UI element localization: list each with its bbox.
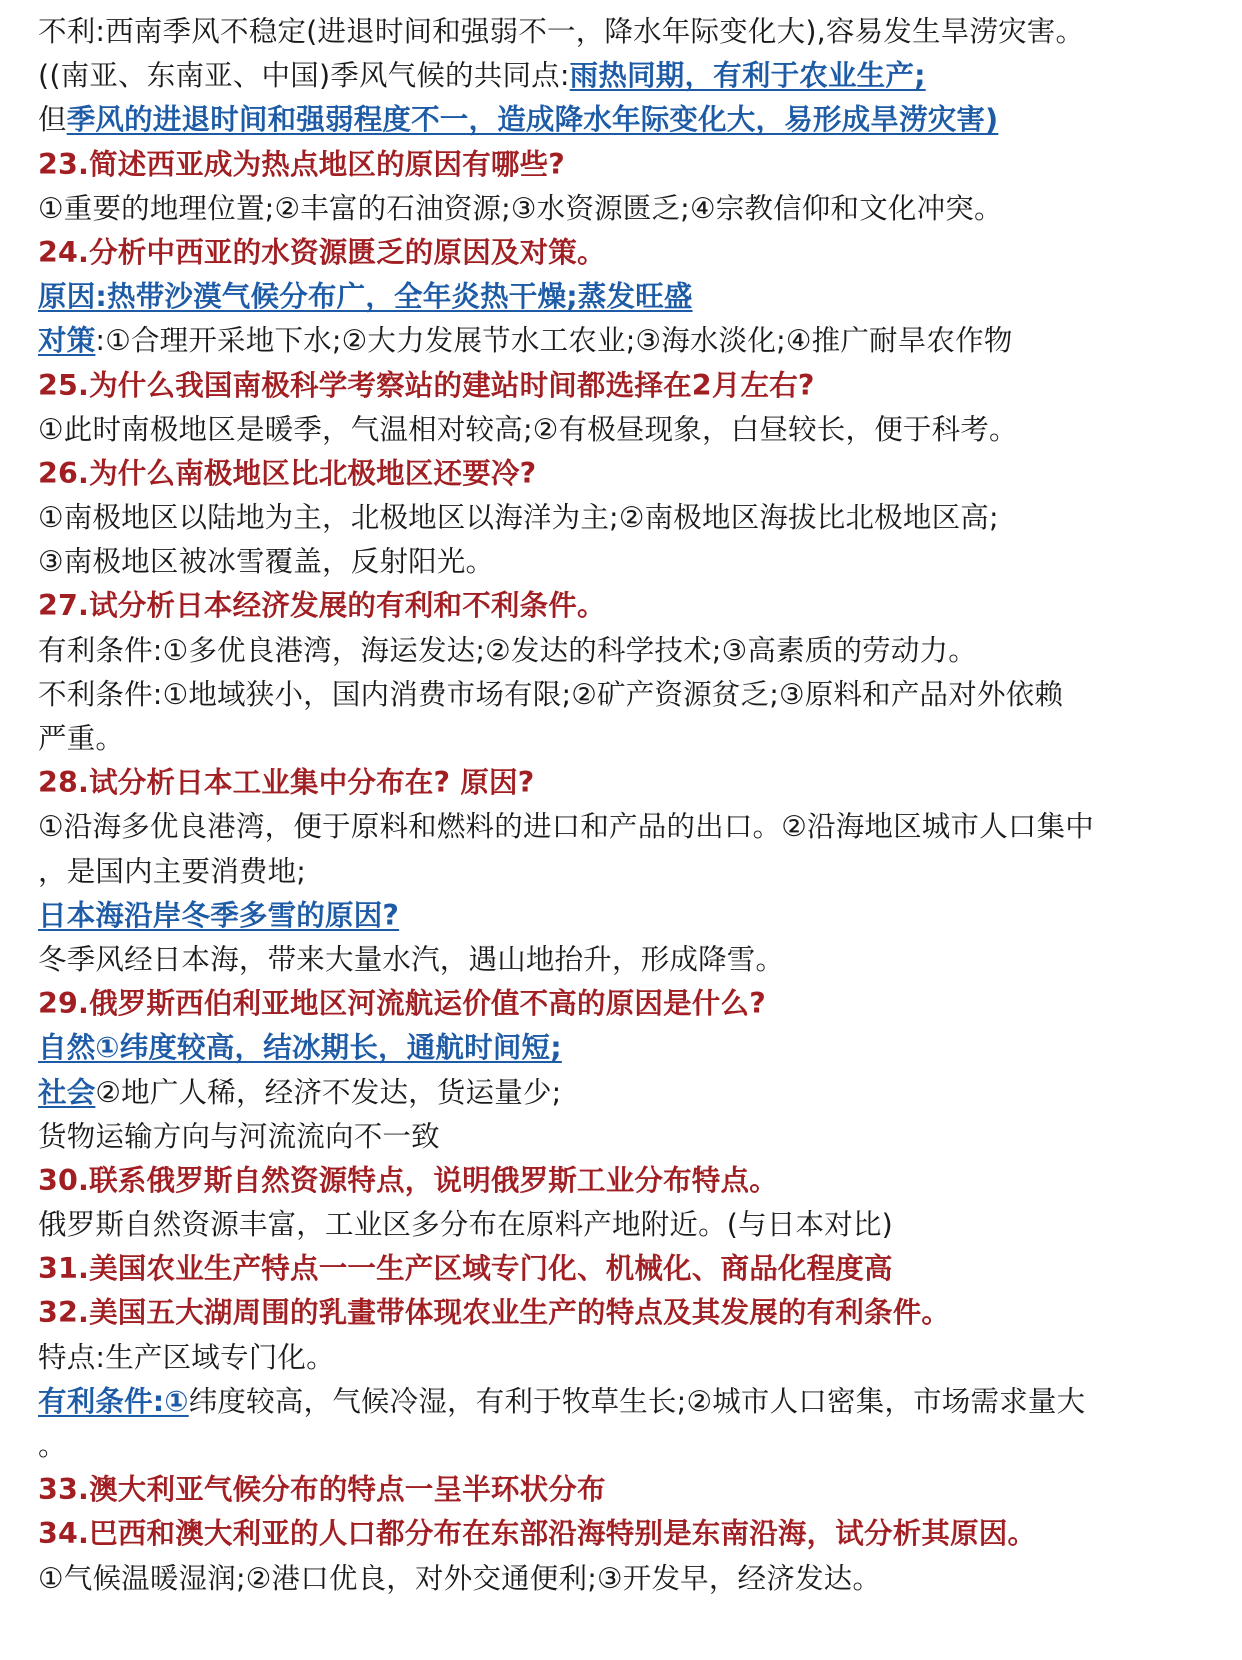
line-text: 。 — [38, 1429, 67, 1462]
line-text: ①此时南极地区是暖季，气温相对较高;②有极昼现象，白昼较长，便于科考。 — [38, 412, 1018, 446]
text-line — [38, 540, 1214, 584]
text-line — [38, 10, 1214, 54]
text-line — [38, 364, 1214, 408]
line-text: 俄罗斯自然资源丰富，工业区多分布在原料产地附近。(与日本对比) — [38, 1208, 893, 1242]
text-line — [38, 187, 1214, 231]
question-heading: 26.为什么南极地区比北极地区还要冷? — [38, 456, 537, 490]
highlighted-text: 日本海沿岸冬季多雪的原因? — [38, 898, 400, 932]
text-line — [38, 452, 1214, 496]
text-line — [38, 1071, 1214, 1115]
highlighted-text: 对策 — [38, 324, 96, 358]
line-text: ①气候温暖湿润;②港口优良，对外交通便利;③开发早，经济发达。 — [38, 1561, 882, 1595]
text-line — [38, 408, 1214, 452]
text-line — [38, 761, 1214, 805]
line-text: ，是国内主要消费地; — [38, 854, 307, 888]
question-heading: 34.巴西和澳大利亚的人口都分布在东部沿海特别是东南沿海，试分析其原因。 — [38, 1517, 1037, 1551]
question-heading: 28.试分析日本工业集中分布在? 原因? — [38, 766, 535, 800]
line-text: 不利条件:①地域狭小，国内消费市场有限;②矿产资源贫乏;③原料和产品对外依赖 — [38, 677, 1064, 711]
question-heading: 30.联系俄罗斯自然资源特点，说明俄罗斯工业分布特点。 — [38, 1163, 778, 1197]
line-text: ③南极地区被冰雪覆盖，反射阳光。 — [38, 545, 495, 579]
line-text: ②地广人稀，经济不发达，货运量少; — [95, 1075, 562, 1109]
text-line — [38, 894, 1214, 938]
question-heading: 25.为什么我国南极科学考察站的建站时间都选择在2月左右? — [38, 368, 815, 402]
question-heading: 31.美国农业生产特点一一生产区域专门化、机械化、商品化程度高 — [38, 1252, 893, 1286]
text-line — [38, 1380, 1214, 1424]
text-line — [38, 629, 1214, 673]
line-text: 特点:生产区域专门化。 — [38, 1340, 335, 1374]
line-text: 冬季风经日本海，带来大量水汽，遇山地抬升，形成降雪。 — [38, 942, 785, 976]
highlighted-text: 雨热同期，有利于农业生产; — [569, 59, 926, 93]
text-line — [38, 982, 1214, 1026]
line-text: 纬度较高，气候冷湿，有利于牧草生长;②城市人口密集，市场需求量大 — [188, 1384, 1086, 1418]
highlighted-text: 季风的进退时间和强弱程度不一，造成降水年际变化大，易形成旱涝灾害) — [66, 103, 999, 137]
text-line — [38, 1424, 1214, 1468]
line-text: 严重。 — [38, 722, 125, 755]
text-line — [38, 496, 1214, 540]
text-line — [38, 1557, 1214, 1601]
question-heading: 23.简述西亚成为热点地区的原因有哪些? — [38, 147, 566, 181]
line-text: ①沿海多优良港湾，便于原料和燃料的进口和产品的出口。②沿海地区城市人口集中 — [38, 810, 1095, 844]
text-line — [38, 1291, 1214, 1335]
text-line — [38, 143, 1214, 187]
text-line — [38, 850, 1214, 894]
highlighted-text: 原因:热带沙漠气候分布广，全年炎热干燥;蒸发旺盛 — [38, 280, 693, 314]
text-line — [38, 1159, 1214, 1203]
text-line — [38, 1203, 1214, 1247]
text-line — [38, 717, 1214, 761]
line-text: ①重要的地理位置;②丰富的石油资源;③水资源匮乏;④宗教信仰和文化冲突。 — [38, 191, 1003, 225]
text-line — [38, 231, 1214, 275]
question-heading: 32.美国五大湖周围的乳畫带体现农业生产的特点及其发展的有利条件。 — [38, 1296, 951, 1330]
question-heading: 27.试分析日本经济发展的有利和不利条件。 — [38, 589, 606, 623]
text-line — [38, 805, 1214, 849]
question-heading: 29.俄罗斯西伯利亚地区河流航运价值不高的原因是什么? — [38, 987, 766, 1021]
question-heading: 33.澳大利亚气候分布的特点一呈半环状分布 — [38, 1473, 606, 1507]
line-text: 货物运输方向与河流流向不一致 — [38, 1119, 440, 1153]
line-text: 不利:西南季风不稳定(进退时间和强弱不一，降水年际变化大),容易发生旱涝灾害。 — [38, 15, 1085, 48]
text-line — [38, 275, 1214, 319]
text-line — [38, 938, 1214, 982]
question-heading: 24.分析中西亚的水资源匮乏的原因及对策。 — [38, 235, 606, 269]
text-line — [38, 1336, 1214, 1380]
text-line — [38, 1026, 1214, 1070]
highlighted-text: 社会 — [38, 1075, 96, 1109]
text-line — [38, 673, 1214, 717]
text-line — [38, 1247, 1214, 1291]
line-text: 有利条件:①多优良港湾，海运发达;②发达的科学技术;③高素质的劳动力。 — [38, 633, 977, 667]
text-line — [38, 319, 1214, 363]
line-text: :①合理开采地下水;②大力发展节水工农业;③海水淡化;④推广耐旱农作物 — [95, 324, 1013, 358]
text-line — [38, 1115, 1214, 1159]
text-line — [38, 1468, 1214, 1512]
line-text: ①南极地区以陆地为主，北极地区以海洋为主;②南极地区海拔比北极地区高; — [38, 501, 999, 535]
text-line — [38, 98, 1214, 142]
highlighted-text: 有利条件:① — [38, 1384, 189, 1418]
line-text: 但 — [38, 103, 67, 137]
text-line — [38, 1512, 1214, 1556]
text-line — [38, 54, 1214, 98]
text-line — [38, 584, 1214, 628]
highlighted-text: 自然①纬度较高，结冰期长，通航时间短; — [38, 1031, 562, 1065]
line-text: ((南亚、东南亚、中国)季风气候的共同点: — [38, 59, 570, 93]
